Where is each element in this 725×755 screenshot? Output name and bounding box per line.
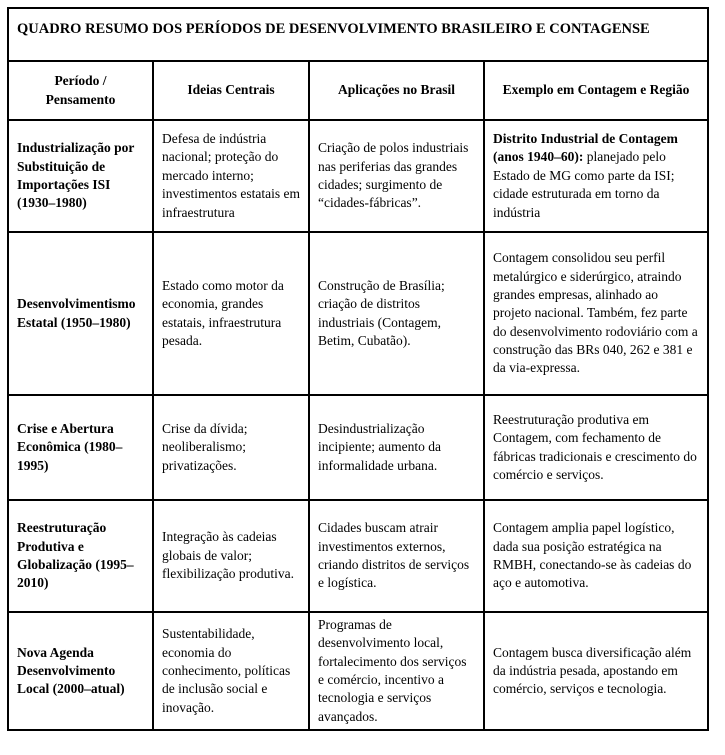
contagem-example-cell bbox=[484, 500, 708, 612]
central-ideas-cell: Sustentabilidade, economia do conhecimento, políticas de inclusão social e inovação. bbox=[153, 612, 309, 730]
period-cell: Crise e Abertura Econômica (1980–1995) bbox=[8, 395, 153, 500]
header-ideias-centrais: Ideias Centrais bbox=[153, 61, 309, 120]
table-title-row bbox=[8, 8, 708, 61]
brazil-applications-cell: Criação de polos industriais nas periferias das grandes cidades; surgimento de “cidades-fábricas”. bbox=[309, 120, 484, 232]
central-ideas-cell: Crise da dívida; neoliberalismo; privatizações. bbox=[153, 395, 309, 500]
brazil-applications-cell: Construção de Brasília; criação de distritos industriais (Contagem, Betim, Cubatão). bbox=[309, 232, 484, 395]
table-row bbox=[8, 612, 708, 730]
example-text: Contagem consolidou seu perfil metalúrgico e siderúrgico, atraindo grandes empresas, alinhado ao projeto nacional. Também, fez parte do desenvolvimento rodoviário com a construção das BRs 040, 262 e 381 e da via-expressa. bbox=[493, 250, 698, 376]
central-ideas-cell: Defesa de indústria nacional; proteção do mercado interno; investimentos estatais em infraestrutura bbox=[153, 120, 309, 232]
brazil-applications-cell: Programas de desenvolvimento local, fortalecimento dos serviços e comércio, incentivo a tecnologia e serviços avançados. bbox=[309, 612, 484, 730]
table-row bbox=[8, 500, 708, 612]
period-cell: Nova Agenda Desenvolvimento Local (2000–atual) bbox=[8, 612, 153, 730]
table-row bbox=[8, 120, 708, 232]
example-text: Contagem busca diversificação além da indústria pesada, apostando em comércio, serviços e tecnologia. bbox=[493, 644, 692, 697]
header-exemplo-contagem: Exemplo em Contagem e Região bbox=[484, 61, 708, 120]
table-header-row bbox=[8, 61, 708, 120]
table-title: QUADRO RESUMO DOS PERÍODOS DE DESENVOLVIMENTO BRASILEIRO E CONTAGENSE bbox=[8, 8, 708, 61]
central-ideas-cell: Integração às cadeias globais de valor; flexibilização produtiva. bbox=[153, 500, 309, 612]
header-aplicacoes-brasil: Aplicações no Brasil bbox=[309, 61, 484, 120]
example-text: Contagem amplia papel logístico, dada sua posição estratégica na RMBH, conectando-se às cadeias do aço e automotiva. bbox=[493, 520, 692, 591]
brazil-applications-cell: Desindustrialização incipiente; aumento da informalidade urbana. bbox=[309, 395, 484, 500]
summary-table bbox=[7, 7, 709, 731]
period-cell: Reestruturação Produtiva e Globalização (1995–2010) bbox=[8, 500, 153, 612]
contagem-example-cell bbox=[484, 120, 708, 232]
period-cell: Desenvolvimentismo Estatal (1950–1980) bbox=[8, 232, 153, 395]
contagem-example-cell bbox=[484, 395, 708, 500]
example-text: Reestruturação produtiva em Contagem, com fechamento de fábricas tradicionais e crescimento do comércio e serviços. bbox=[493, 411, 697, 482]
central-ideas-cell: Estado como motor da economia, grandes estatais, infraestrutura pesada. bbox=[153, 232, 309, 395]
brazil-applications-cell: Cidades buscam atrair investimentos externos, criando distritos de serviços e logística. bbox=[309, 500, 484, 612]
table-row bbox=[8, 232, 708, 395]
example-text: planejado pelo Estado de MG como parte da ISI; cidade estruturada em torno da indústria bbox=[493, 149, 675, 220]
header-periodo: Período / Pensamento bbox=[8, 61, 153, 120]
contagem-example-cell bbox=[484, 232, 708, 395]
example-bold-lead: Distrito Industrial de Contagem (anos 1940–60): bbox=[493, 131, 678, 165]
period-cell: Industrialização por Substituição de Importações ISI (1930–1980) bbox=[8, 120, 153, 232]
table-row bbox=[8, 395, 708, 500]
contagem-example-cell bbox=[484, 612, 708, 730]
